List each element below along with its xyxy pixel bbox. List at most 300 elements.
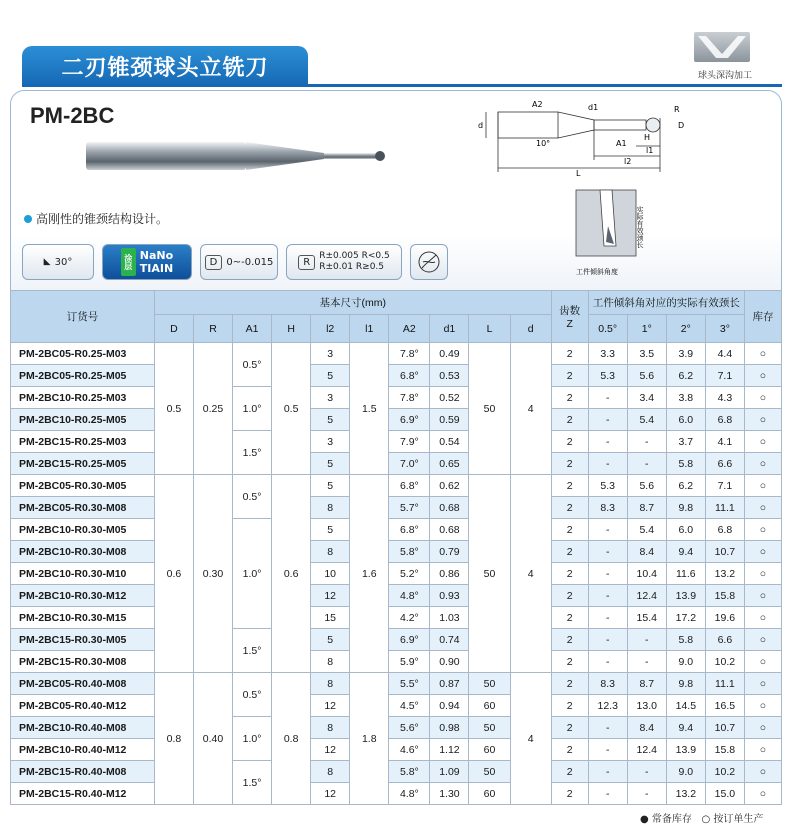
table-cell: 50 <box>469 673 510 695</box>
table-cell: - <box>627 453 666 475</box>
table-row <box>11 673 782 695</box>
table-cell: ○ <box>744 343 781 365</box>
table-cell: 12 <box>311 585 350 607</box>
table-cell: 2 <box>551 695 588 717</box>
table-cell: 0.30 <box>193 475 232 673</box>
table-cell: 8.4 <box>627 541 666 563</box>
table-cell: - <box>627 761 666 783</box>
table-cell: 8.3 <box>588 673 627 695</box>
table-row <box>11 761 782 783</box>
table-cell: 5.5° <box>389 673 430 695</box>
table-cell: - <box>588 541 627 563</box>
table-cell: ○ <box>744 761 781 783</box>
table-cell: - <box>588 783 627 805</box>
label-big-d: D <box>678 121 685 130</box>
table-cell: - <box>588 409 627 431</box>
table-cell: 0.79 <box>430 541 469 563</box>
table-cell: 12.3 <box>588 695 627 717</box>
table-cell: ○ <box>744 563 781 585</box>
table-cell: 6.8° <box>389 475 430 497</box>
table-cell: 4.4 <box>705 343 744 365</box>
table-cell: 19.6 <box>705 607 744 629</box>
table-cell: 8 <box>311 497 350 519</box>
table-cell: 50 <box>469 475 510 673</box>
table-cell: 5 <box>311 409 350 431</box>
table-cell: 9.0 <box>666 651 705 673</box>
table-cell: 0.5° <box>233 343 272 387</box>
legend-filled-label: 常备库存 <box>651 814 692 825</box>
label-tilt-angle: 工件倾斜角度 <box>576 268 618 276</box>
table-cell: 0.5 <box>154 343 193 475</box>
label-a1: A1 <box>616 139 627 148</box>
bullet-icon <box>24 215 32 223</box>
table-row <box>11 585 782 607</box>
table-cell: 0.68 <box>430 519 469 541</box>
table-cell: 4.8° <box>389 783 430 805</box>
table-cell: 10 <box>311 563 350 585</box>
table-cell: 2 <box>551 343 588 365</box>
table-row <box>11 783 782 805</box>
table-cell: ○ <box>744 607 781 629</box>
table-cell: 2 <box>551 761 588 783</box>
table-cell: - <box>588 453 627 475</box>
table-cell: 6.2 <box>666 365 705 387</box>
table-cell: 2 <box>551 629 588 651</box>
table-cell: 1.12 <box>430 739 469 761</box>
title-underline <box>22 84 782 87</box>
table-cell: 5.4 <box>627 409 666 431</box>
table-cell: 6.8 <box>705 409 744 431</box>
table-cell: PM-2BC15-R0.40-M08 <box>11 761 155 783</box>
table-cell: 3.3 <box>588 343 627 365</box>
table-cell: ○ <box>744 585 781 607</box>
table-cell: 5.7° <box>389 497 430 519</box>
table-cell: 7.8° <box>389 387 430 409</box>
table-cell: 50 <box>469 761 510 783</box>
table-cell: 2 <box>551 431 588 453</box>
table-row <box>11 607 782 629</box>
table-row <box>11 475 782 497</box>
table-cell: 3.8 <box>666 387 705 409</box>
table-cell: 2 <box>551 365 588 387</box>
table-row <box>11 629 782 651</box>
table-cell: 2 <box>551 387 588 409</box>
table-cell: ○ <box>744 541 781 563</box>
page-title: 二刃锥颈球头立铣刀 <box>22 46 308 86</box>
table-cell: 0.62 <box>430 475 469 497</box>
header-col-5: l1 <box>350 315 389 343</box>
table-row <box>11 717 782 739</box>
header-col-8: L <box>469 315 510 343</box>
table-cell: 0.65 <box>430 453 469 475</box>
table-cell: 5.3 <box>588 365 627 387</box>
table-cell: 8.7 <box>627 497 666 519</box>
table-cell: ○ <box>744 519 781 541</box>
coating-badge <box>102 244 192 280</box>
table-cell: 2 <box>551 783 588 805</box>
table-cell: ○ <box>744 673 781 695</box>
table-cell: 5 <box>311 453 350 475</box>
label-h: H <box>644 133 651 142</box>
table-cell: 3 <box>311 343 350 365</box>
table-cell: ○ <box>744 409 781 431</box>
table-cell: 5.6° <box>389 717 430 739</box>
table-cell: 7.1 <box>705 475 744 497</box>
header-teeth <box>551 291 588 343</box>
header-col-1: R <box>193 315 232 343</box>
table-row <box>11 409 782 431</box>
table-cell: 13.2 <box>666 783 705 805</box>
table-cell: 9.4 <box>666 541 705 563</box>
table-cell: 12 <box>311 695 350 717</box>
table-cell: 0.8 <box>154 673 193 805</box>
table-cell: 4 <box>510 673 551 805</box>
table-cell: 17.2 <box>666 607 705 629</box>
table-cell: - <box>588 607 627 629</box>
table-cell: 9.8 <box>666 497 705 519</box>
workpiece-diagram <box>572 186 662 278</box>
label-ten-deg: 10° <box>536 139 551 148</box>
table-cell: 15.0 <box>705 783 744 805</box>
header-basic-dims: 基本尺寸(mm) <box>154 291 551 315</box>
table-cell: 3 <box>311 387 350 409</box>
table-cell: 5.8 <box>666 629 705 651</box>
table-cell: 5.4 <box>627 519 666 541</box>
label-effective-neck: 实际有效颈长 <box>636 206 644 248</box>
header-col-4: l2 <box>311 315 350 343</box>
table-cell: 1.0° <box>233 519 272 629</box>
table-cell: 6.6 <box>705 453 744 475</box>
table-row <box>11 497 782 519</box>
table-cell: 8.7 <box>627 673 666 695</box>
table-cell: 8 <box>311 717 350 739</box>
table-cell: - <box>588 717 627 739</box>
header-order-no: 订货号 <box>11 291 155 343</box>
table-cell: ○ <box>744 739 781 761</box>
dimension-diagram <box>476 98 706 188</box>
table-cell: 8 <box>311 541 350 563</box>
table-cell: 50 <box>469 717 510 739</box>
table-cell: 5.6 <box>627 475 666 497</box>
table-cell: 1.5° <box>233 629 272 673</box>
table-cell: 6.0 <box>666 519 705 541</box>
radius-tolerance-badge <box>286 244 402 280</box>
table-cell: 1.5° <box>233 761 272 805</box>
table-cell: 5.2° <box>389 563 430 585</box>
table-cell: 11.1 <box>705 497 744 519</box>
table-cell: 11.6 <box>666 563 705 585</box>
table-cell: 8 <box>311 651 350 673</box>
header-col-9: d <box>510 315 551 343</box>
table-cell: 10.7 <box>705 717 744 739</box>
legend-open-icon: ○ <box>701 814 711 825</box>
table-cell: 9.0 <box>666 761 705 783</box>
table-cell: 0.59 <box>430 409 469 431</box>
table-cell: PM-2BC15-R0.25-M03 <box>11 431 155 453</box>
table-cell: 7.0° <box>389 453 430 475</box>
table-cell: ○ <box>744 453 781 475</box>
table-cell: 15.8 <box>705 585 744 607</box>
table-row <box>11 431 782 453</box>
table-cell: 3.5 <box>627 343 666 365</box>
table-cell: 5 <box>311 629 350 651</box>
table-cell: 4 <box>510 343 551 475</box>
table-cell: - <box>588 651 627 673</box>
table-cell: - <box>588 519 627 541</box>
header-stock: 库存 <box>744 291 781 343</box>
legend-filled-icon: ● <box>640 814 649 825</box>
table-cell: 0.54 <box>430 431 469 453</box>
header-angle-2: 2° <box>666 315 705 343</box>
table-cell: 6.8 <box>705 519 744 541</box>
table-cell: 0.49 <box>430 343 469 365</box>
table-cell: 2 <box>551 453 588 475</box>
header-col-7: d1 <box>430 315 469 343</box>
table-cell: 2 <box>551 673 588 695</box>
table-cell: 0.40 <box>193 673 232 805</box>
table-cell: PM-2BC15-R0.30-M08 <box>11 651 155 673</box>
table-cell: 1.8 <box>350 673 389 805</box>
table-cell: 13.2 <box>705 563 744 585</box>
table-cell: 10.4 <box>627 563 666 585</box>
coating-tag: 涂层 <box>121 248 136 276</box>
table-cell: 4.5° <box>389 695 430 717</box>
table-cell: 6.8° <box>389 365 430 387</box>
table-cell: - <box>588 629 627 651</box>
table-cell: 10.2 <box>705 651 744 673</box>
angle-icon: ◣ <box>43 257 51 267</box>
table-cell: ○ <box>744 695 781 717</box>
table-cell: - <box>588 761 627 783</box>
table-cell: ○ <box>744 475 781 497</box>
table-cell: - <box>588 387 627 409</box>
header-angle-1: 1° <box>627 315 666 343</box>
table-cell: 13.0 <box>627 695 666 717</box>
table-cell: 4.6° <box>389 739 430 761</box>
table-cell: 0.25 <box>193 343 232 475</box>
table-cell: 9.8 <box>666 673 705 695</box>
header-angle-3: 3° <box>705 315 744 343</box>
table-cell: - <box>627 629 666 651</box>
table-cell: ○ <box>744 717 781 739</box>
table-cell: 5 <box>311 519 350 541</box>
radius-icon: R <box>298 255 315 270</box>
label-d1: d1 <box>588 103 599 112</box>
table-cell: 60 <box>469 739 510 761</box>
table-cell: 8.4 <box>627 717 666 739</box>
table-row <box>11 739 782 761</box>
table-cell: 5.8 <box>666 453 705 475</box>
table-cell: 0.5° <box>233 673 272 717</box>
table-cell: 14.5 <box>666 695 705 717</box>
table-row <box>11 387 782 409</box>
table-cell: PM-2BC10-R0.30-M15 <box>11 607 155 629</box>
table-cell: 12 <box>311 783 350 805</box>
table-cell: 0.93 <box>430 585 469 607</box>
table-cell: 13.9 <box>666 739 705 761</box>
table-cell: 9.4 <box>666 717 705 739</box>
header-angle-0: 0.5° <box>588 315 627 343</box>
table-cell: 2 <box>551 717 588 739</box>
table-row <box>11 541 782 563</box>
legend-open-label: 按订单生产 <box>713 814 764 825</box>
label-l2: l2 <box>624 157 632 166</box>
table-cell: 6.9° <box>389 629 430 651</box>
table-cell: PM-2BC05-R0.30-M05 <box>11 475 155 497</box>
table-cell: 12 <box>311 739 350 761</box>
table-cell: 5.6 <box>627 365 666 387</box>
table-cell: 16.5 <box>705 695 744 717</box>
table-cell: 1.0° <box>233 717 272 761</box>
header-col-3: H <box>272 315 311 343</box>
table-cell: PM-2BC10-R0.40-M12 <box>11 739 155 761</box>
label-r: R <box>674 105 680 114</box>
table-cell: 3.9 <box>666 343 705 365</box>
table-cell: 2 <box>551 475 588 497</box>
table-cell: 1.03 <box>430 607 469 629</box>
table-cell: PM-2BC15-R0.30-M05 <box>11 629 155 651</box>
table-cell: 4.2° <box>389 607 430 629</box>
header-effective: 工件倾斜角对应的实际有效颈长 <box>588 291 744 315</box>
table-row <box>11 343 782 365</box>
table-row <box>11 563 782 585</box>
table-cell: 5.8° <box>389 761 430 783</box>
table-cell: ○ <box>744 387 781 409</box>
table-cell: 8 <box>311 761 350 783</box>
table-cell: ○ <box>744 651 781 673</box>
table-cell: 5 <box>311 365 350 387</box>
table-cell: 4.3 <box>705 387 744 409</box>
table-cell: PM-2BC10-R0.25-M03 <box>11 387 155 409</box>
logo-caption: 球头深沟加工 <box>697 71 752 81</box>
helix-angle-value: 30° <box>54 256 73 268</box>
table-cell: 6.8° <box>389 519 430 541</box>
table-cell: 60 <box>469 783 510 805</box>
table-cell: PM-2BC10-R0.40-M08 <box>11 717 155 739</box>
table-cell: ○ <box>744 629 781 651</box>
table-cell: 0.6 <box>154 475 193 673</box>
header-teeth-label: 齿数 <box>559 305 581 317</box>
spec-badges <box>22 244 448 280</box>
table-row <box>11 453 782 475</box>
table-row <box>11 519 782 541</box>
table-cell: PM-2BC15-R0.25-M05 <box>11 453 155 475</box>
table-cell: PM-2BC05-R0.25-M03 <box>11 343 155 365</box>
table-cell: 0.90 <box>430 651 469 673</box>
table-cell: - <box>588 431 627 453</box>
table-cell: PM-2BC10-R0.30-M05 <box>11 519 155 541</box>
table-cell: 7.9° <box>389 431 430 453</box>
table-cell: 0.74 <box>430 629 469 651</box>
table-cell: - <box>627 783 666 805</box>
table-cell: 1.6 <box>350 475 389 673</box>
header-teeth-z: Z <box>566 318 573 330</box>
diameter-tolerance: 0~-0.015 <box>226 256 274 268</box>
table-cell: 10.2 <box>705 761 744 783</box>
header-col-0: D <box>154 315 193 343</box>
table-cell: 15 <box>311 607 350 629</box>
table-cell: 2 <box>551 497 588 519</box>
helix-angle-badge <box>22 244 94 280</box>
table-cell: 2 <box>551 739 588 761</box>
table-cell: 5.3 <box>588 475 627 497</box>
table-cell: 5.9° <box>389 651 430 673</box>
table-cell: 2 <box>551 409 588 431</box>
table-cell: 2 <box>551 563 588 585</box>
table-cell: 2 <box>551 651 588 673</box>
label-l: L <box>576 169 581 178</box>
header-col-2: A1 <box>233 315 272 343</box>
table-cell: PM-2BC05-R0.40-M08 <box>11 673 155 695</box>
table-cell: 6.0 <box>666 409 705 431</box>
table-cell: 1.30 <box>430 783 469 805</box>
table-cell: 0.53 <box>430 365 469 387</box>
table-cell: 0.6 <box>272 475 311 673</box>
label-l1: l1 <box>646 146 654 155</box>
legend <box>640 810 763 825</box>
table-cell: 2 <box>551 607 588 629</box>
brand-logo <box>694 32 750 62</box>
table-cell: PM-2BC05-R0.25-M05 <box>11 365 155 387</box>
product-model: PM-2BC <box>30 103 115 128</box>
table-cell: 15.8 <box>705 739 744 761</box>
feature-text: 高刚性的锥颈结构设计。 <box>36 212 169 226</box>
table-cell: 4 <box>510 475 551 673</box>
table-cell: 3.7 <box>666 431 705 453</box>
table-cell: - <box>627 651 666 673</box>
table-cell: 4.8° <box>389 585 430 607</box>
table-cell: 5.8° <box>389 541 430 563</box>
table-cell: 12.4 <box>627 739 666 761</box>
table-cell: PM-2BC05-R0.30-M08 <box>11 497 155 519</box>
ball-end-badge <box>410 244 448 280</box>
table-cell: 7.1 <box>705 365 744 387</box>
table-cell: 4.1 <box>705 431 744 453</box>
table-cell: 8.3 <box>588 497 627 519</box>
radius-tolerance-1: R±0.005 R<0.5 <box>319 251 390 261</box>
table-cell: - <box>588 563 627 585</box>
table-cell: 15.4 <box>627 607 666 629</box>
table-cell: 10.7 <box>705 541 744 563</box>
feature-line <box>24 210 168 227</box>
table-cell: PM-2BC15-R0.40-M12 <box>11 783 155 805</box>
table-cell: 1.5° <box>233 431 272 475</box>
label-d: d <box>478 121 484 130</box>
table-row <box>11 365 782 387</box>
table-cell: 3.4 <box>627 387 666 409</box>
table-cell: 2 <box>551 519 588 541</box>
table-row <box>11 695 782 717</box>
table-cell: 2 <box>551 541 588 563</box>
table-cell: 0.98 <box>430 717 469 739</box>
table-cell: 0.8 <box>272 673 311 805</box>
table-cell: 0.52 <box>430 387 469 409</box>
label-a2: A2 <box>532 100 543 109</box>
header-col-6: A2 <box>389 315 430 343</box>
table-cell: PM-2BC10-R0.25-M05 <box>11 409 155 431</box>
table-cell: PM-2BC10-R0.30-M08 <box>11 541 155 563</box>
table-cell: 1.5 <box>350 343 389 475</box>
table-cell: 3 <box>311 431 350 453</box>
table-cell: 7.8° <box>389 343 430 365</box>
table-cell: 12.4 <box>627 585 666 607</box>
coating-line2: TIAIN <box>139 262 174 275</box>
table-cell: 13.9 <box>666 585 705 607</box>
coating-line1: NaNo <box>139 249 174 262</box>
table-cell: 0.94 <box>430 695 469 717</box>
table-cell: 5 <box>311 475 350 497</box>
table-cell: PM-2BC05-R0.40-M12 <box>11 695 155 717</box>
